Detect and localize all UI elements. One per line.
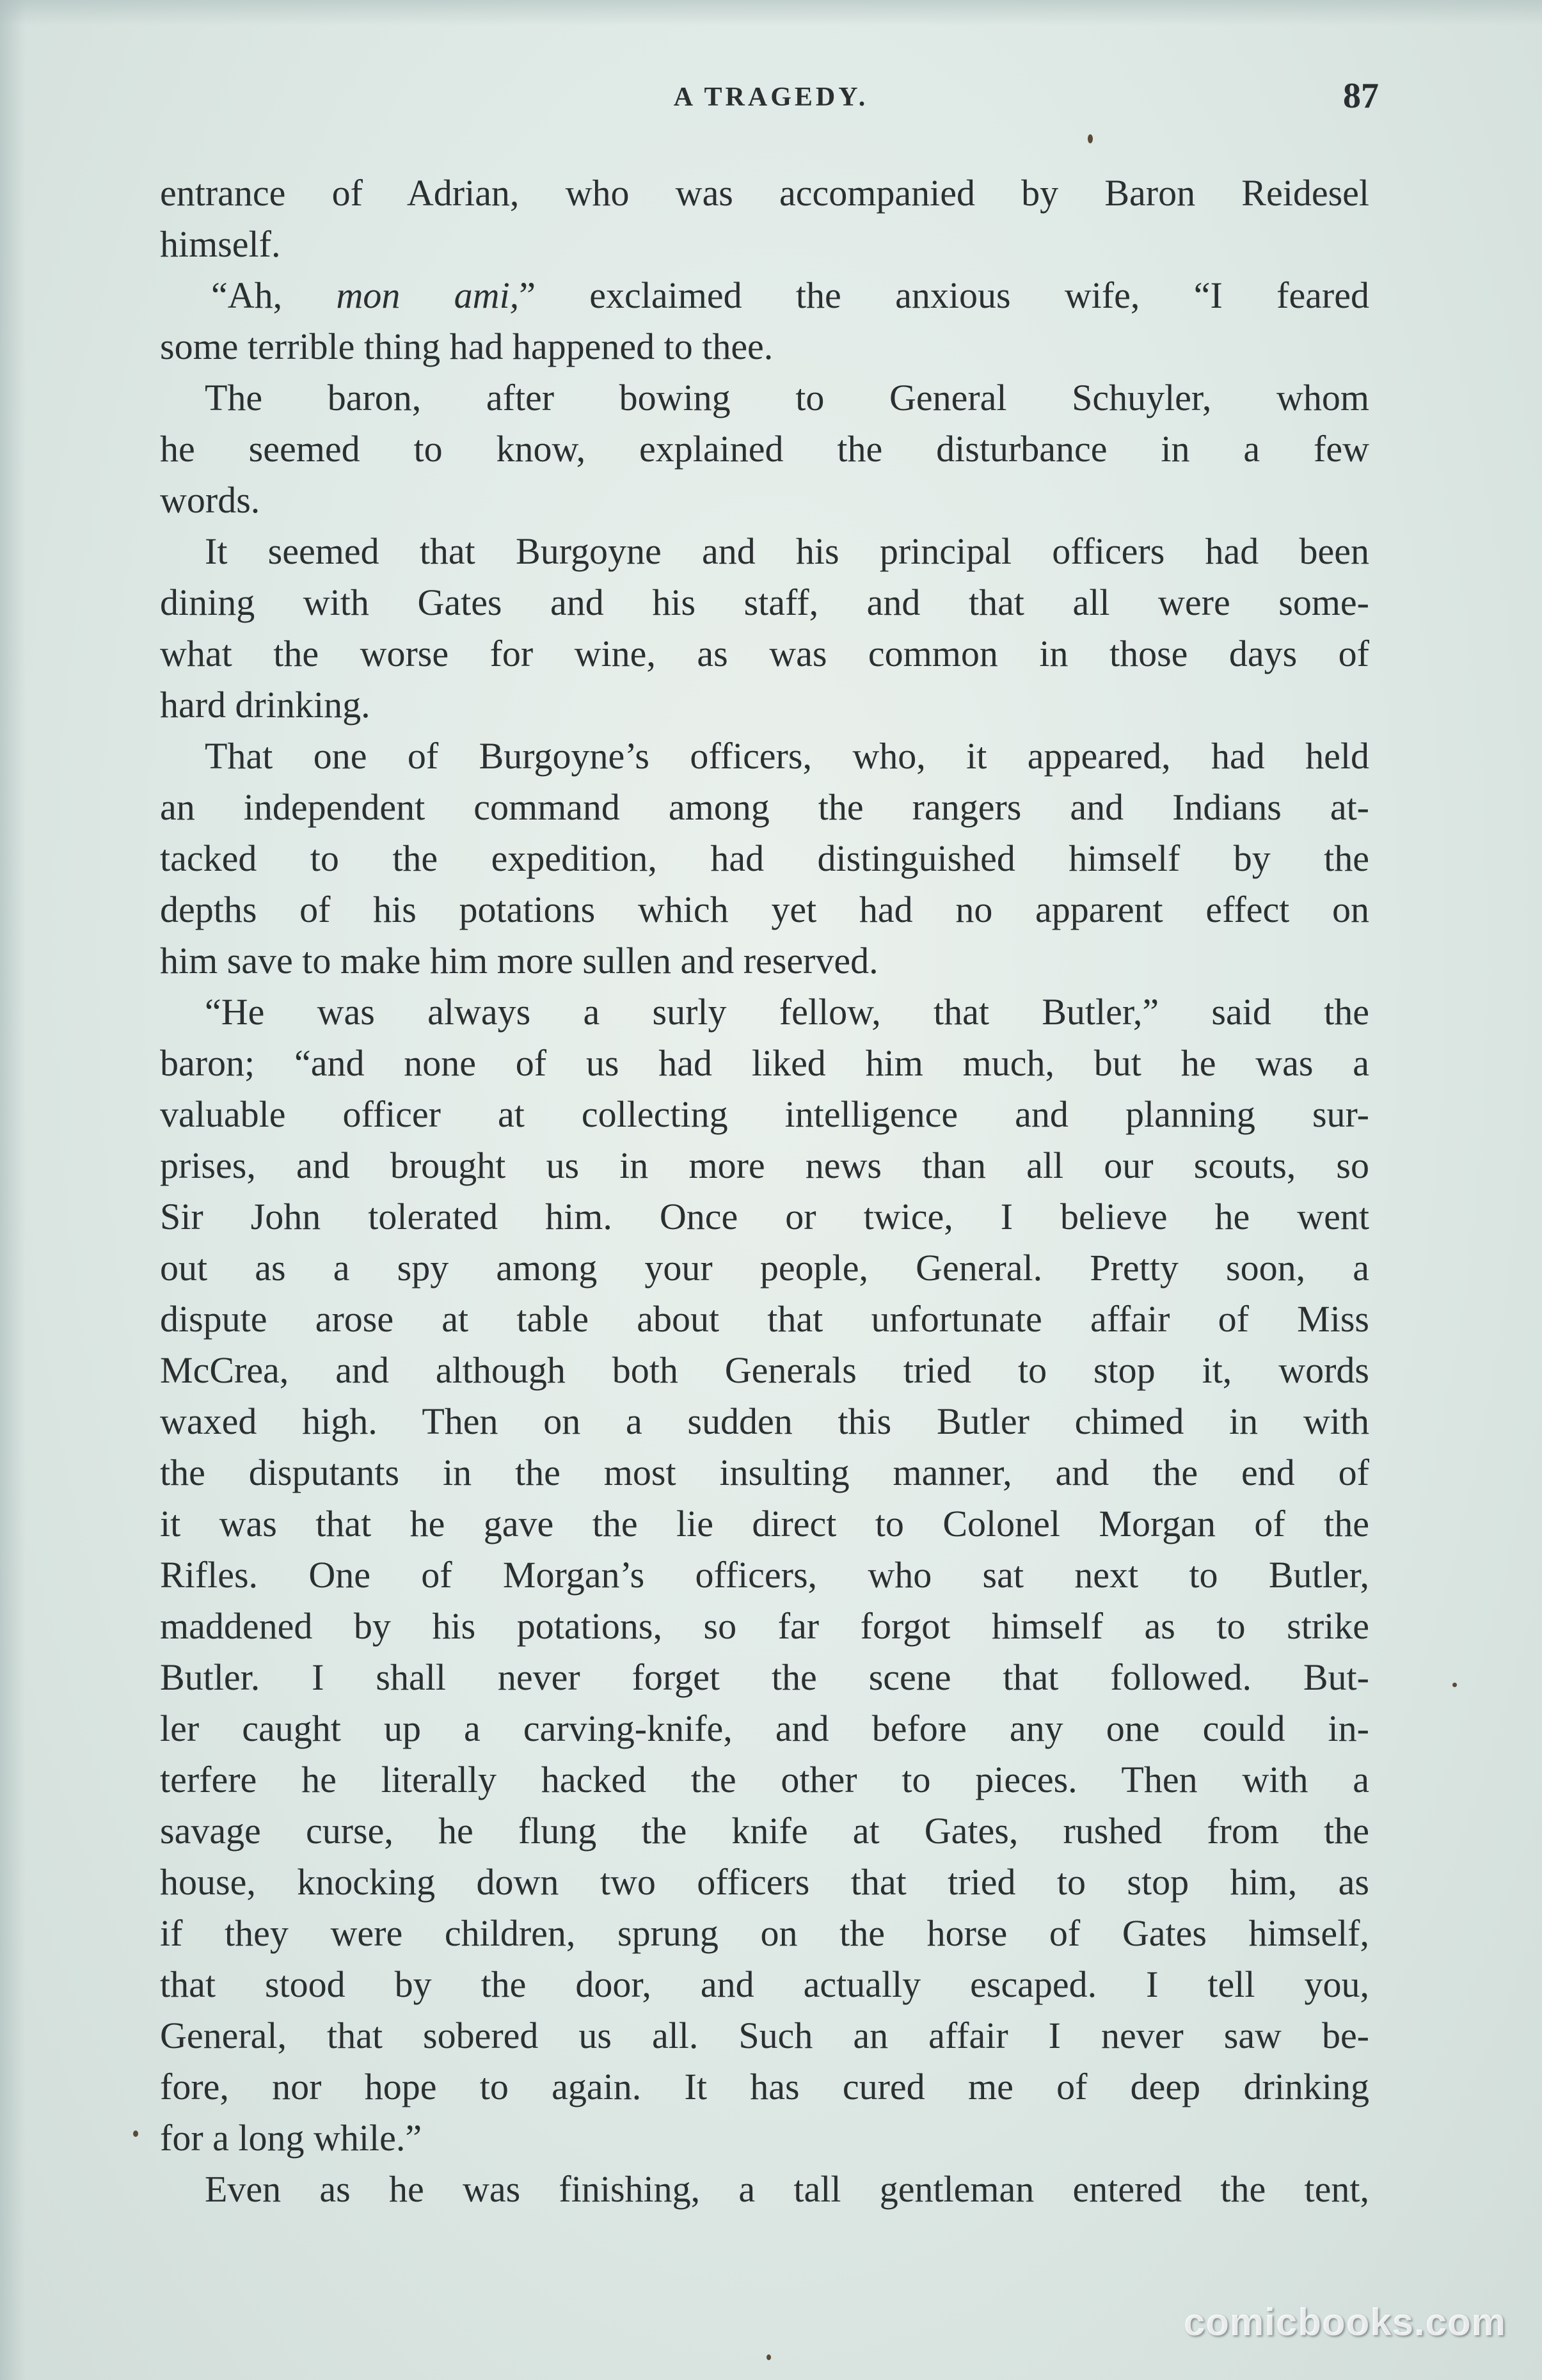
text-line: the disputants in the most insulting manner, and the end of <box>160 1452 1369 1493</box>
text-line: General, that sobered us all. Such an affair I never saw be- <box>160 2015 1369 2056</box>
page-shadow-left <box>0 0 26 2380</box>
text-line: prises, and brought us in more news than all our scouts, so <box>160 1145 1369 1186</box>
text-line: baron; “and none of us had liked him much, but he was a <box>160 1042 1369 1084</box>
text-line-quote <box>160 270 1369 321</box>
text-line: if they were children, sprung on the horse of Gates himself, <box>160 1912 1369 1954</box>
text-line: dining with Gates and his staff, and that all were some- <box>160 582 1369 623</box>
text-line: he seemed to know, explained the disturbance in a few <box>160 428 1369 470</box>
text-line: The baron, after bowing to General Schuyler, whom <box>205 377 1369 418</box>
text-line: terfere he literally hacked the other to pieces. Then with a <box>160 1759 1369 1800</box>
text-line: house, knocking down two officers that tried to stop him, as <box>160 1861 1369 1903</box>
quote-rest: ” exclaimed the anxious wife, “I feared <box>519 274 1369 316</box>
text-line: It seemed that Burgoyne and his principal officers had been <box>205 530 1369 572</box>
text-line: waxed high. Then on a sudden this Butler chimed in with <box>160 1400 1369 1442</box>
text-line: out as a spy among your people, General. Pretty soon, a <box>160 1247 1369 1289</box>
text-line: tacked to the expedition, had distinguished himself by the <box>160 837 1369 879</box>
ink-speck <box>1452 1683 1457 1687</box>
text-line: ler caught up a carving-knife, and before any one could in- <box>160 1708 1369 1749</box>
text-line: it was that he gave the lie direct to Colonel Morgan of the <box>160 1503 1369 1544</box>
text-line: depths of his potations which yet had no apparent effect on <box>160 889 1369 930</box>
ink-speck <box>133 2130 138 2137</box>
text-line: Rifles. One of Morgan’s officers, who sat next to Butler, <box>160 1554 1369 1596</box>
text-line: entrance of Adrian, who was accompanied by Baron Reidesel <box>160 172 1369 214</box>
text-line: McCrea, and although both Generals tried to stop it, words <box>160 1349 1369 1391</box>
quote-open: “Ah, <box>211 274 337 316</box>
text-line: dispute arose at table about that unfortunate affair of Miss <box>160 1298 1369 1340</box>
text-line: some terrible thing had happened to thee. <box>160 326 774 367</box>
ink-speck <box>767 2354 771 2360</box>
text-line: words. <box>160 479 260 521</box>
text-line: Sir John tolerated him. Once or twice, I believe he went <box>160 1196 1369 1237</box>
text-line: hard drinking. <box>160 684 370 726</box>
ink-speck <box>1088 134 1093 143</box>
text-line: Butler. I shall never forget the scene that followed. But- <box>160 1656 1369 1698</box>
chapter-title: A TRAGEDY. <box>673 83 869 112</box>
running-head <box>163 75 1379 120</box>
body-text <box>160 168 1369 2215</box>
page-number: 87 <box>1343 76 1379 116</box>
text-line: that stood by the door, and actually escaped. I tell you, <box>160 1964 1369 2005</box>
text-line: maddened by his potations, so far forgot himself as to strike <box>160 1605 1369 1647</box>
text-line: fore, nor hope to again. It has cured me of deep drinking <box>160 2066 1369 2107</box>
text-line: him save to make him more sullen and reserved. <box>160 940 878 981</box>
text-line: valuable officer at collecting intelligence and planning sur- <box>160 1093 1369 1135</box>
text-line: That one of Burgoyne’s officers, who, it appeared, had held <box>205 735 1369 777</box>
watermark: comicbooks.com <box>1183 2301 1506 2344</box>
italic-phrase: mon ami, <box>336 274 520 316</box>
text-line: savage curse, he flung the knife at Gates, rushed from the <box>160 1810 1369 1852</box>
page-shadow-top <box>0 0 1542 26</box>
text-line: what the worse for wine, as was common in those days of <box>160 633 1369 674</box>
text-line: himself. <box>160 223 281 265</box>
text-line: “He was always a surly fellow, that Butler,” said the <box>205 991 1369 1033</box>
text-line: an independent command among the rangers and Indians at- <box>160 786 1369 828</box>
text-line: for a long while.” <box>160 2117 422 2159</box>
text-line: Even as he was finishing, a tall gentleman entered the tent, <box>205 2168 1369 2210</box>
